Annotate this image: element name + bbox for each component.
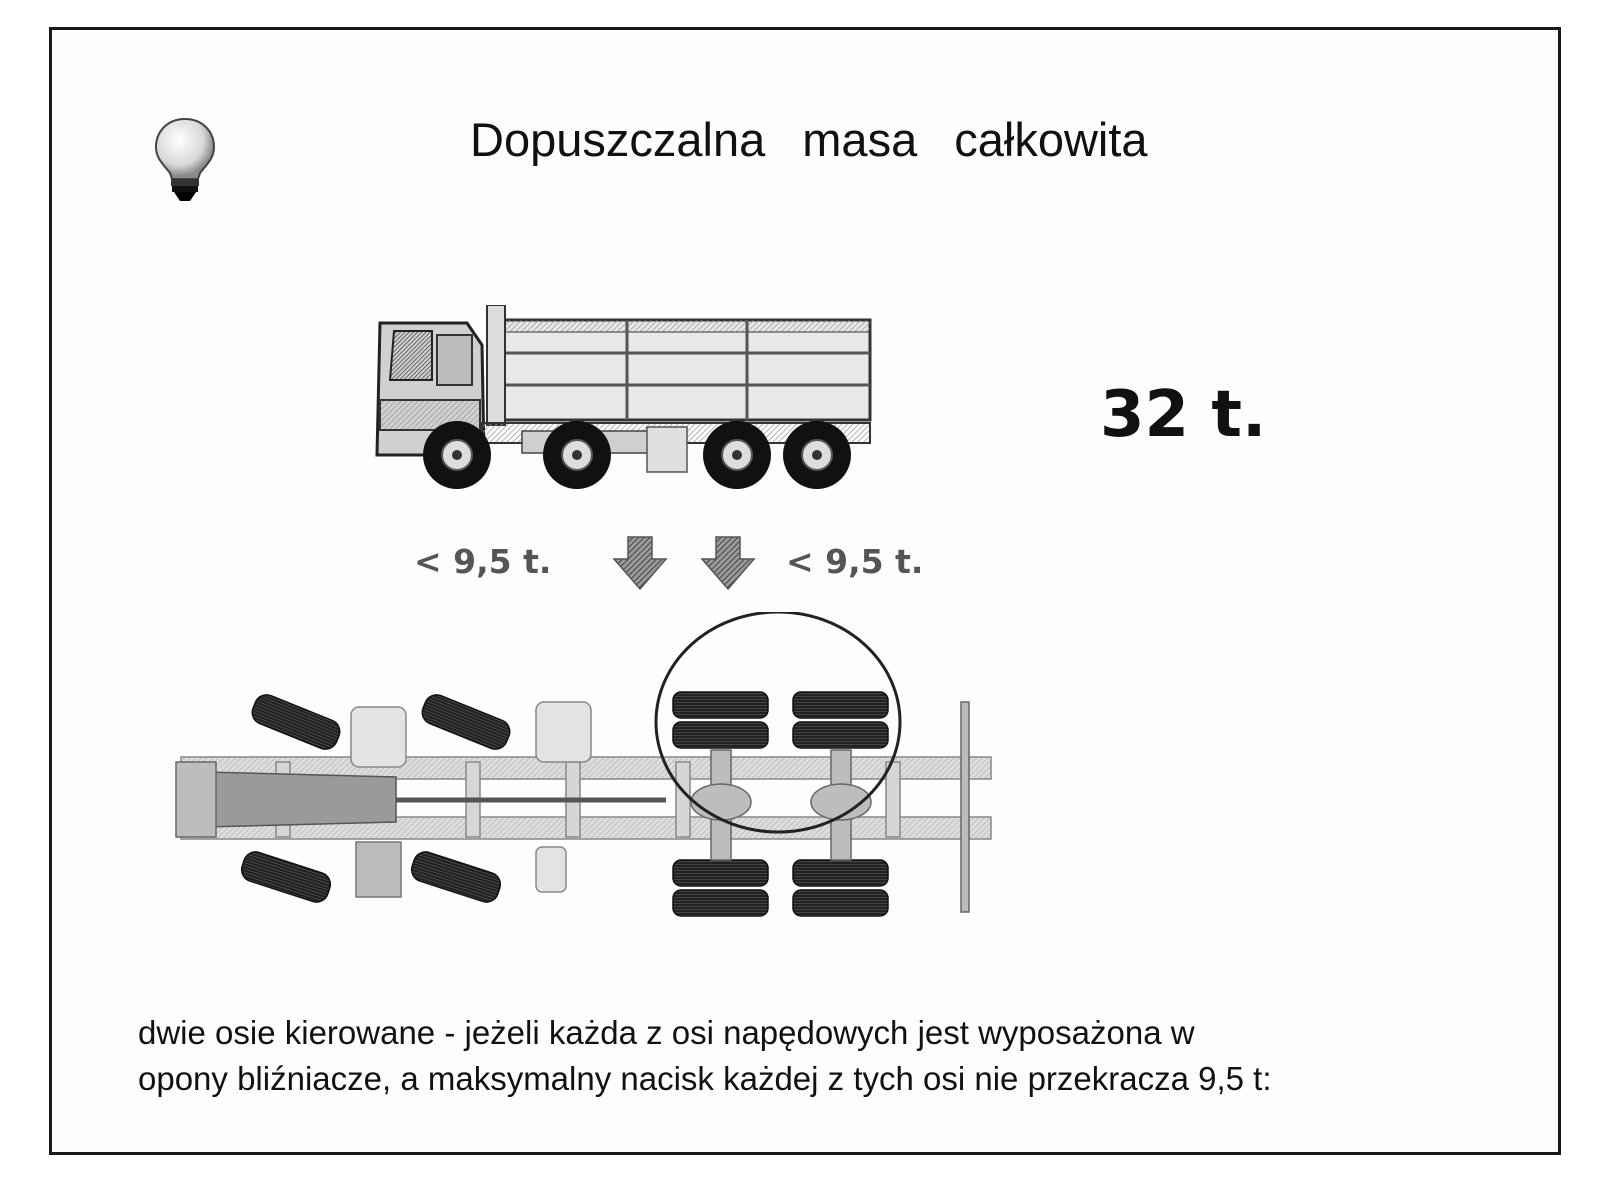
arrow-down-icon: [612, 535, 668, 591]
arrow-down-icon: [700, 535, 756, 591]
tipper-truck-illustration: [372, 305, 892, 505]
chassis-top-view-illustration: [166, 612, 1016, 962]
slide-caption: [138, 1010, 1468, 1102]
axle-load-right-label: < 9,5 t.: [786, 542, 924, 581]
axle-load-left-label: < 9,5 t.: [414, 542, 552, 581]
slide-title: Dopuszczalna masa całkowita: [470, 113, 1148, 166]
caption-line-1: dwie osie kierowane - jeżeli każda z osi napędowych jest wyposażona w: [138, 1014, 1195, 1051]
total-mass-label: 32 t.: [1100, 378, 1267, 452]
caption-line-2: opony bliźniacze, a maksymalny nacisk każdej z tych osi nie przekracza 9,5 t:: [138, 1060, 1272, 1097]
slide-frame: [49, 27, 1561, 1155]
light-bulb-icon: [150, 115, 220, 205]
